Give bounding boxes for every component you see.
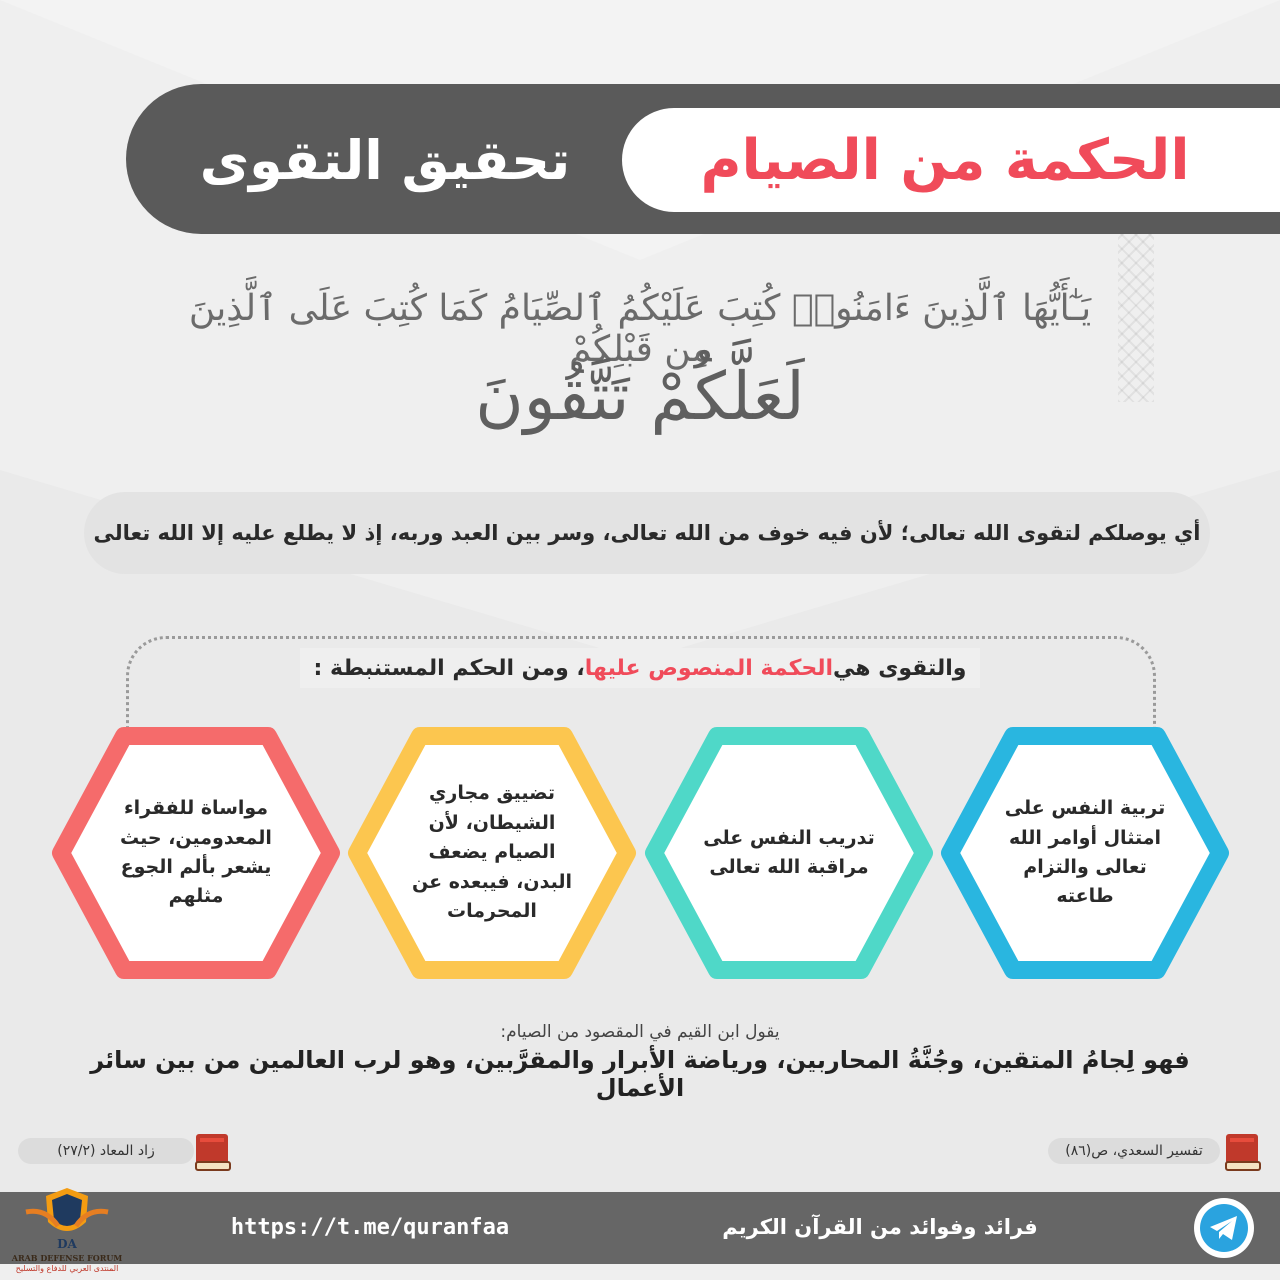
hexagon-card-1 [940,726,1230,980]
intro-highlight: الحكمة المنصوص عليها [584,655,834,681]
verse-line-1: يَـٰٓأَيُّهَا ٱلَّذِينَ ءَامَنُوا۟ كُتِبَ عَلَيْكُمُ ٱلصِّيَامُ كَمَا كُتِبَ عَلَى ٱلَّذِينَ مِن قَبْلِكُمْ [188,288,1092,370]
reference-right: تفسير السعدي، ص(٨٦) [1048,1138,1220,1164]
hexagon-card-3 [347,726,637,980]
channel-link[interactable]: https://t.me/quranfaa [230,1214,510,1240]
telegram-icon[interactable] [1194,1198,1254,1258]
hexagon-text: مواساة للفقراء المعدومين، حيث يشعر بألم الجوع مثلهم [120,797,272,908]
logo-text-ar: المنتدى العربي للدفاع والتسليح [15,1264,119,1273]
explanation-text: أي يوصلكم لتقوى الله تعالى؛ لأن فيه خوف من الله تعالى، وسر بين العبد وربه، إذ لا يطلع عليه إلا الله تعالى [84,492,1210,574]
verse-line-2: لَعَلَّكُمْ تَتَّقُونَ [475,358,805,435]
telegram-glyph [1199,1203,1249,1253]
hexagon-text: تربية النفس على امتثال أوامر الله تعالى والتزام طاعته [1004,797,1166,908]
intro-line [300,648,980,688]
footer-title: فرائد وفوائد من القرآن الكريم [722,1215,1038,1239]
intro-after: ، ومن الحكم المستنبطة : [313,655,585,681]
intro-before: والتقوى هي [833,655,967,681]
quote-source: يقول ابن القيم في المقصود من الصيام: [500,1022,780,1042]
book-icon [1220,1130,1266,1174]
page-title: الحكمة من الصيام [700,127,1190,193]
hexagon-text: تدريب النفس على مراقبة الله تعالى [703,826,875,878]
logo-text-en: ARAB DEFENSE FORUM [11,1253,123,1263]
hexagon-card-4 [51,726,341,980]
footer-bar [0,1192,1280,1264]
ornament-strip [1118,234,1154,402]
hexagon-text: تضييق مجاري الشيطان، لأن الصيام يضعف البدن، فيبعده عن المحرمات [412,782,572,923]
book-icon [190,1130,236,1174]
page-subtitle: تحقيق التقوى [199,128,571,192]
reference-left: زاد المعاد (٢٧/٢) [18,1138,194,1164]
hexagon-card-2 [644,726,934,980]
svg-text:DA: DA [57,1237,77,1251]
quote-text: فهو لِجامُ المتقين، وجُنَّةُ المحاربين، ورياضة الأبرار والمقرَّبين، وهو لرب العالمين من بين سائر الأعمال [90,1046,1190,1102]
